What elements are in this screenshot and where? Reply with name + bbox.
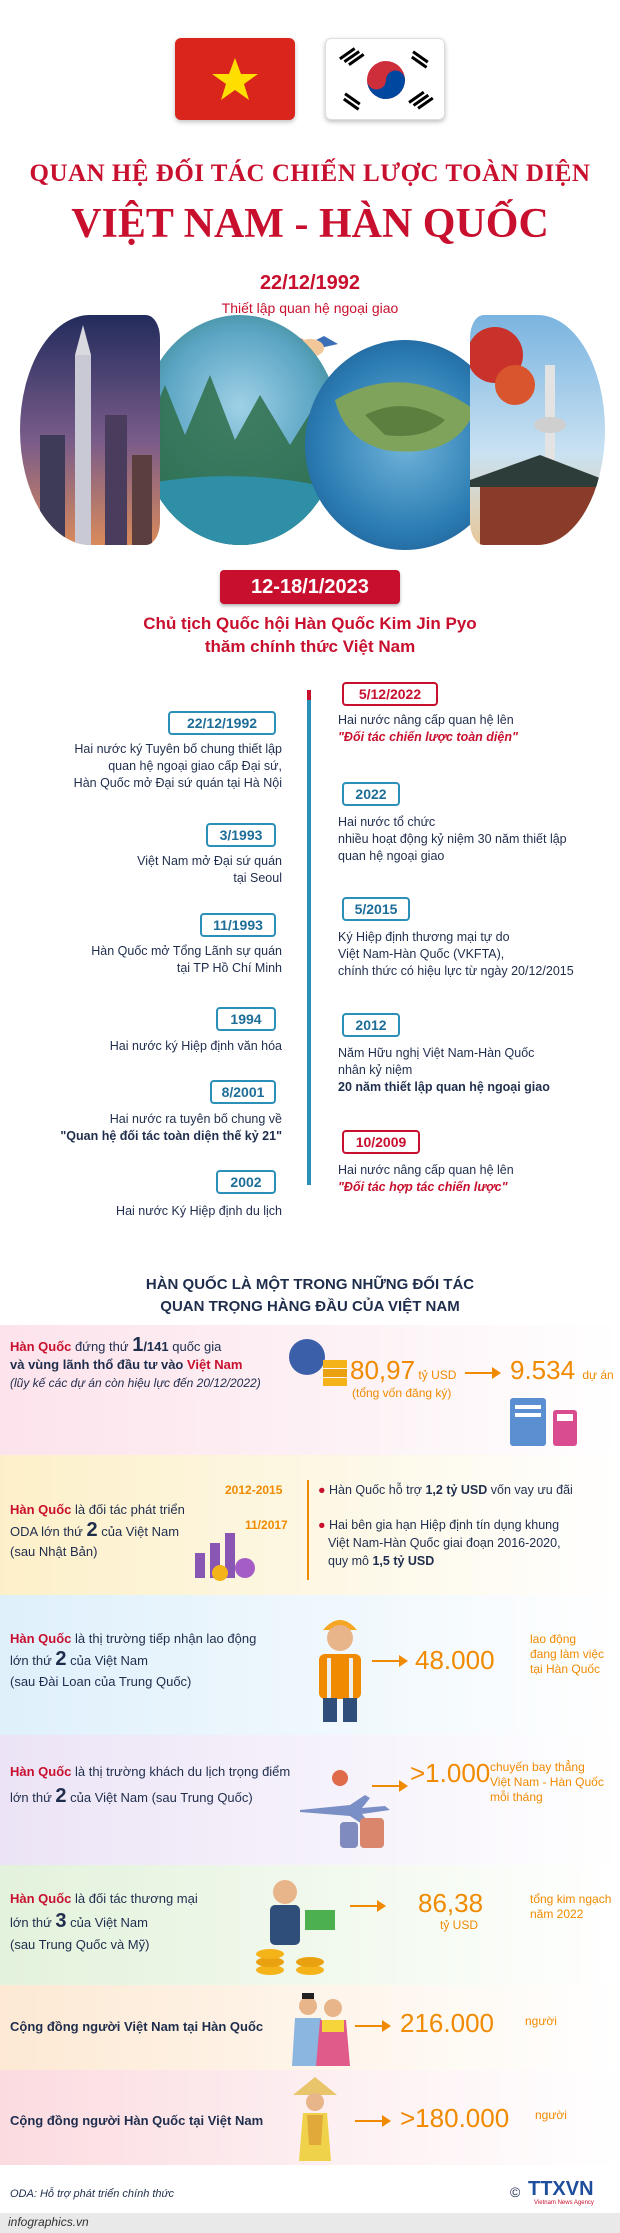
community-kr-value: >180.000 [400,2103,510,2133]
timeline-text [40,741,282,792]
worker-icon [305,1608,375,1723]
community-kr-label: Cộng đồng người Hàn Quốc tại Việt Nam [10,2113,264,2128]
community-vn-value: 216.000 [400,2008,494,2038]
vietnam-city-image [20,315,160,545]
labor-caption: lao động đang làm việc tại Hàn Quốc [530,1632,605,1676]
ttxvn-logo [510,2178,615,2210]
timeline-date: 3/1993 [206,823,276,847]
investment-caption: (tổng vốn đăng ký) [352,1386,452,1400]
timeline-date: 2002 [216,1170,276,1194]
timeline-text [40,1203,282,1220]
arrow-icon [355,2120,389,2122]
timeline-date: 8/2001 [210,1080,276,1104]
section-title-line1: HÀN QUỐC LÀ MỘT TRONG NHỮNG ĐỐI TÁC [145,1276,475,1293]
businessman-coins-icon [250,1870,350,1980]
investment-value: 80,97 tỷ USD [350,1355,457,1385]
timeline-line: Hai nước nâng cấp quan hệ lên [338,713,514,727]
investment-projects: 9.534 dự án [510,1355,614,1385]
timeline-line: nhiều hoạt động kỷ niệm 30 năm thiết lập [338,832,567,846]
hanbok-couple-icon [290,1990,350,2068]
title-line1: QUAN HỆ ĐỐI TÁC CHIẾN LƯỢC TOÀN DIỆN [29,160,591,187]
travel-luggage-icon [290,1760,400,1850]
tourism-caption: chuyến bay thẳng Việt Nam - Hàn Quốc mỗi tháng [490,1760,604,1804]
trade-unit: tỷ USD [440,1918,479,1932]
labor-text: Hàn Quốc là thị trường tiếp nhận lao động lớn thứ 2 của Việt Nam (sau Đài Loan của Trung Quốc) [10,1631,257,1689]
visit-date-badge: 12-18/1/2023 [220,570,400,604]
timeline-text [40,853,282,887]
visit-description [0,612,620,658]
oda-year2: 11/2017 [245,1518,288,1532]
timeline-line: tại Seoul [233,871,282,885]
timeline-line: quan hệ ngoại giao [338,849,445,863]
arrow-icon [465,1372,499,1374]
timeline-text [20,1111,282,1145]
timeline-date: 11/1993 [200,913,276,937]
arrow-icon [372,1785,406,1787]
timeline-line: Hai nước Ký Hiệp định du lịch [116,1204,282,1218]
timeline-date: 10/2009 [342,1130,420,1154]
brand-sub: Vietnam News Agency [534,2200,594,2206]
timeline-date: 2022 [342,782,400,806]
tourism-value: >1.000 [410,1758,491,1788]
timeline-highlight: "Quan hệ đối tác toàn diện thế kỷ 21" [60,1129,282,1143]
timeline-line: Việt Nam-Hàn Quốc (VKFTA), [338,947,505,961]
timeline-bold: 20 năm thiết lập quan hệ ngoại giao [338,1080,550,1094]
oda-text1: ● Hàn Quốc hỗ trợ 1,2 tỷ USD vốn vay ưu đãi [318,1483,573,1497]
timeline-date: 2012 [342,1013,400,1037]
timeline-line: Năm Hữu nghị Việt Nam-Hàn Quốc [338,1046,535,1060]
oda-timeline-line [307,1480,309,1580]
timeline-date: 5/12/2022 [342,682,438,706]
timeline-axis-red [307,690,311,700]
arrow-icon [350,1905,384,1907]
arrow-icon [372,1660,406,1662]
timeline-line: Hai nước ký Hiệp định văn hóa [109,1039,282,1053]
timeline-text [338,1045,608,1096]
timeline-text [338,712,608,746]
document-calculator-icon [505,1395,585,1450]
timeline-line: quan hệ ngoại giao cấp Đại sứ, [108,759,282,773]
timeline-line: chính thức có hiệu lực từ ngày 20/12/2015 [338,964,574,978]
partners-section-title [0,1274,620,1318]
establishment-caption: Thiết lập quan hệ ngoại giao [221,300,399,316]
timeline-line: Việt Nam mở Đại sứ quán [137,854,282,868]
timeline-line: Hai nước tổ chức [338,815,436,829]
footer-site[interactable]: infographics.vn [8,2215,89,2229]
timeline-line: Hai nước ký Tuyên bố chung thiết lập [74,742,282,756]
tourism-text: Hàn Quốc là thị trường khách du lịch trọng điểm lớn thứ 2 của Việt Nam (sau Trung Quốc) [10,1764,291,1807]
timeline-date: 1994 [216,1007,276,1031]
brand-name: TTXVN [528,2178,594,2200]
timeline-line: nhân kỷ niệm [338,1063,413,1077]
visit-line2: thăm chính thức Việt Nam [204,637,416,656]
timeline-text [338,814,608,865]
trade-text: Hàn Quốc là đối tác thương mại lớn thứ 3 của Việt Nam (sau Trung Quốc và Mỹ) [10,1891,198,1952]
vietnam-flag [175,38,295,120]
coins-globe-icon [285,1332,355,1392]
oda-year1: 2012-2015 [225,1483,283,1497]
section-title-line2: QUAN TRỌNG HÀNG ĐẦU CỦA VIỆT NAM [160,1298,460,1315]
community-vn-unit: người [525,2014,557,2028]
korea-flag [325,38,445,120]
timeline-date: 22/12/1992 [168,711,276,735]
investment-text: Hàn Quốc đứng thứ 1/141 quốc gia và vùng lãnh thổ đầu tư vào Việt Nam (lũy kế các dự án còn hiệu lực đến 20/12/2022) [10,1334,261,1390]
korea-city-image [470,315,605,545]
oda-text: Hàn Quốc là đối tác phát triển ODA lớn thứ 2 của Việt Nam (sau Nhật Bản) [10,1502,185,1559]
timeline-date: 5/2015 [342,897,410,921]
timeline-axis [307,690,311,1185]
timeline-text [338,929,608,980]
trade-caption: tổng kim ngạch năm 2022 [530,1892,612,1921]
community-kr-unit: người [535,2108,567,2122]
timeline-line: tại TP Hồ Chí Minh [176,961,282,975]
labor-value: 48.000 [415,1645,495,1675]
arrow-icon [355,2025,389,2027]
timeline-highlight: "Đối tác chiến lược toàn diện" [338,730,518,744]
timeline-text [40,943,282,977]
visit-line1: Chủ tịch Quốc hội Hàn Quốc Kim Jin Pyo [143,614,477,633]
timeline-line: Hai nước nâng cấp quan hệ lên [338,1163,514,1177]
timeline-highlight: "Đối tác hợp tác chiến lược" [338,1180,508,1194]
timeline-line: Ký Hiệp định thương mại tự do [338,930,510,944]
timeline-text [338,1162,608,1196]
oda-text2: ● Hai bên gia hạn Hiệp định tín dụng khung Việt Nam-Hàn Quốc giai đoạn 2016-2020, quy mô 1,5 tỷ USD [318,1518,561,1568]
timeline-line: Hàn Quốc mở Đại sứ quán tại Hà Nội [73,776,282,790]
footer-note: ODA: Hỗ trợ phát triển chính thức [10,2188,175,2200]
title-line2: VIỆT NAM - HÀN QUỐC [71,201,549,247]
copyright-symbol: © [510,2184,521,2200]
trade-value: 86,38 [418,1888,484,1918]
timeline-line: Hai nước ra tuyên bố chung về [109,1112,282,1126]
timeline-text [40,1038,282,1055]
establishment-date: 22/12/1992 [259,272,361,294]
ao-dai-woman-icon [285,2075,345,2163]
community-vn-label: Cộng đồng người Việt Nam tại Hàn Quốc [10,2019,264,2034]
timeline-line: Hàn Quốc mở Tổng Lãnh sự quán [91,944,282,958]
